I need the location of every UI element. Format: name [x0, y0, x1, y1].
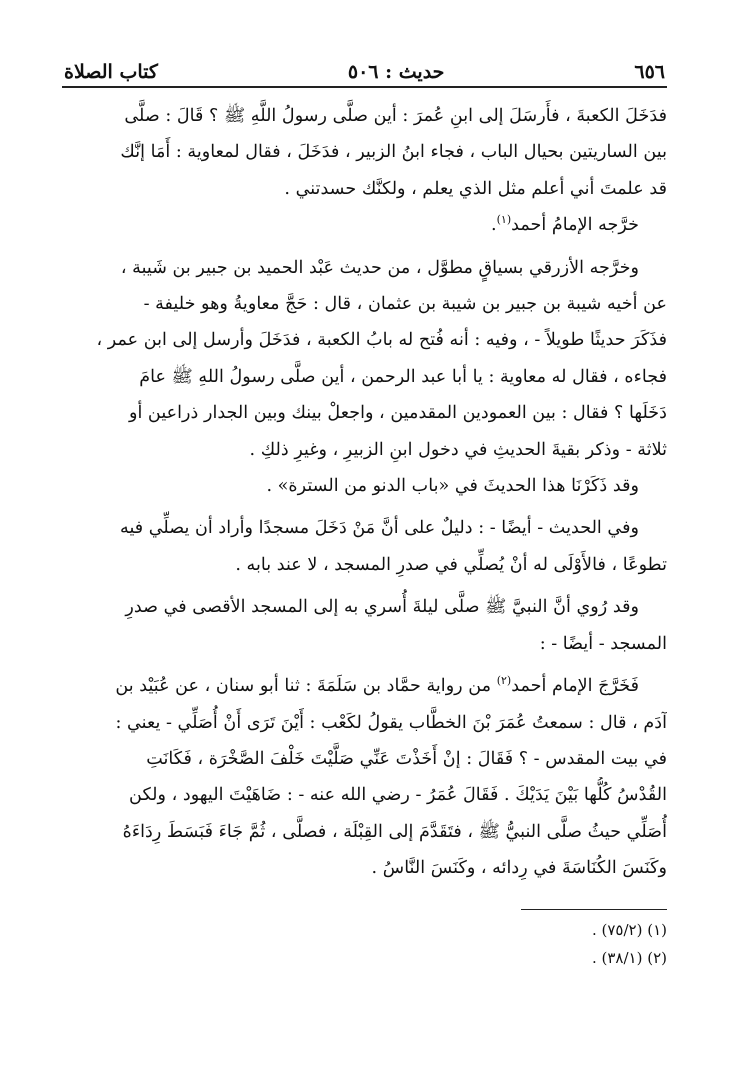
text-fragment: خرَّجه الإمامُ أحمد	[511, 215, 639, 236]
text-line: قد علمتَ أني أعلم مثل الذي يعلم ، ولكنَّك حسدتني .	[284, 178, 667, 199]
text-fragment: من رواية حمَّاد بن سَلَمَةَ : ثنا أبو سنان ، عن عُبَيْد بن	[115, 676, 492, 697]
text-line: آدَم ، قال : سمعتُ عُمَرَ بْنَ الخطَّاب يقولُ لكَعْب : أَيْنَ تَرَى أَنْ أُصَلِّي - يعني :	[115, 712, 667, 733]
text-line: وقد رُوي أنَّ النبيَّ ﷺ صلَّى ليلةَ أُسري به إلى المسجد الأقصى في صدرِ	[125, 597, 639, 618]
text-line: بين الساريتين بحيال الباب ، فجاء ابنُ الزبير ، فدَخَلَ ، فقال لمعاوية : أَمَا إنَّك	[120, 142, 667, 163]
text-line: خرَّجه الإمامُ أحمد$^{(١)}$.	[491, 213, 639, 236]
text-line: وخرَّجه الأزرقي بسياقٍ مطوَّل ، من حديث عَبْد الحميد بن جبير بن شَيبة ،	[120, 257, 639, 278]
text-line: دَخَلَها ؟ فقال : بين العمودين المقدمين ، واجعلْ بينك وبين الجدار ذراعين أو	[128, 403, 667, 424]
footnote: (٢) (٣٨/١) .	[591, 948, 667, 967]
footnote-mark: (٢)	[496, 674, 512, 688]
hadith-number: حديث : ٥٠٦	[347, 61, 445, 83]
text-line: القُدْسُ كُلُّها بَيْنَ يَدَيْكَ . فَقَالَ عُمَرُ - رضي الله عنه - : ضَاهَيْتَ اليهود ، ولكن	[129, 785, 667, 806]
page-header	[62, 48, 667, 88]
footnotes	[62, 916, 667, 972]
text-line: ثلاثة - وذكر بقيةَ الحديثِ في دخول ابنِ الزبيرِ ، وغيرِ ذلكِ .	[249, 439, 667, 460]
text-line: عن أخيه شيبة بن جبير بن شيبة بن عثمان ، قال : حَجَّ معاويةُ وهو خليفة -	[143, 294, 667, 315]
footnote-divider	[521, 909, 667, 910]
footnote-mark: (١)	[496, 213, 512, 227]
text-line	[62, 668, 667, 704]
text-line: تطوعًا ، فالأَوْلَى له أنْ يُصلِّي في صدرِ المسجد ، لا عند بابه .	[235, 554, 667, 575]
text-line: وقد ذَكَرْنَا هذا الحديثَ في «باب الدنو من السترة» .	[266, 476, 639, 497]
text-line: وكَنَسَ الكُنَاسَةَ في رِدائه ، وكَنَسَ النَّاسُ .	[371, 858, 667, 879]
page-number: ٦٥٦	[634, 61, 665, 83]
text-line: أُصَلِّي حيثُ صلَّى النبيُّ ﷺ ، فتَقَدَّمَ إلى القِبْلَة ، فصلَّى ، ثُمَّ جَاءَ فَبَسَطَ رِدَاءَهُ	[122, 821, 667, 842]
text-line: فجاءه ، فقال له معاوية : يا أبا عبد الرحمن ، أين صلَّى رسولُ اللهِ ﷺ عامَ	[139, 366, 667, 387]
text-line: وفي الحديث - أيضًا - : دليلٌ على أنَّ مَنْ دَخَلَ مسجدًا وأراد أن يصلِّي فيه	[120, 518, 639, 539]
text-line: فذَكَرَ حديثًا طويلاً - ، وفيه : أنه فُتح له بابُ الكعبة ، فدَخَلَ وأرسل إلى ابن عمر ،	[96, 330, 667, 351]
text-fragment: فَخَرَّجَ الإمام أحمد	[511, 676, 639, 697]
text-line: المسجد - أيضًا - :	[539, 633, 667, 654]
book-title: كتاب الصلاة	[64, 61, 158, 83]
text-line: فدَخَلَ الكعبةَ ، فأَرسَلَ إلى ابنِ عُمرَ : أين صلَّى رسولُ اللَّهِ ﷺ ؟ قَالَ : صلَّى	[124, 106, 667, 126]
footnote: (١) (٧٥/٢) .	[591, 920, 667, 939]
text-line: في بيت المقدس - ؟ فَقَالَ : إنْ أَخَذْتَ عَنِّي صَلَّيْتَ خَلْفَ الصَّخْرَة ، فَكَانَتِ	[146, 748, 667, 769]
main-text	[62, 98, 667, 887]
